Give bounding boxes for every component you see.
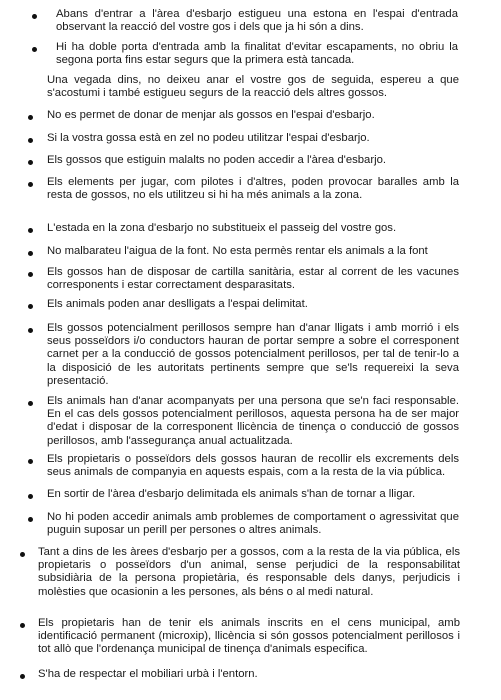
bullet-icon [20,623,25,628]
bullet-icon [28,494,33,499]
item-text: Els propietaris han de tenir els animals inscrits en el cens municipal, amb identificació permanent (microxip), llicència si són gossos potencialment perillosos i tot allò que l'ordenança municipal de tinença d'animals especifica. [38,617,460,656]
item-text: Abans d'entrar a l'àrea d'esbarjo estigueu una estona en l'espai d'entrada observant la reacció del vostre gos i dels que ja hi són a dins. [56,8,458,34]
bullet-icon [28,328,33,333]
bullet-icon [28,160,33,165]
item-text: Els propietaris o posseïdors dels gossos hauran de recollir els excrements dels seus animals de companyia en aquests espais, com a la resta de la via pública. [47,453,459,479]
item-text: No hi poden accedir animals amb problemes de comportament o agressivitat que puguin suposar un perill per persones o altres animals. [47,511,459,537]
bullet-icon [32,47,37,52]
item-text: Tant a dins de les àrees d'esbarjo per a gossos, com a la resta de la via pública, els propietaris o posseïdors d'un animal, sense perjudici de la responsabilitat subsidiària de la persona propietària, és responsable dels danys, perjudicis i molèsties que ocasionin a les persones, als béns o al medi natural. [38,546,460,598]
item-text: Els elements per jugar, com pilotes i d'altres, poden provocar baralles amb la resta de gossos, no els utilitzeu si hi ha més animals a la zona. [47,176,459,202]
bullet-icon [28,138,33,143]
bullet-icon [28,401,33,406]
item-text: Els gossos potencialment perillosos sempre han d'anar lligats i amb morrió i els seus posseïdors i/o conductors hauran de portar sempre a sobre el corresponent carnet per a la conducció de gossos potencialment perillosos, per tal de tenir-lo a la disposició de les autoritats pertinents sempre que se'ls requereixi la seva presentació. [47,322,459,387]
item-text: L'estada en la zona d'esbarjo no substitueix el passeig del vostre gos. [47,222,397,234]
bullet-icon [32,14,37,19]
bullet-icon [20,552,25,557]
item-text: No es permet de donar de menjar als gossos en l'espai d'esbarjo. [47,109,375,121]
bullet-icon [28,459,33,464]
bullet-icon [28,228,33,233]
bullet-icon [28,272,33,277]
item-text: Els gossos han de disposar de cartilla sanitària, estar al corrent de les vacunes corresponents i estar correctament desparasitats. [47,266,459,292]
bullet-icon [28,115,33,120]
item-text: En sortir de l'àrea d'esbarjo delimitada els animals s'han de tornar a lligar. [47,488,416,500]
item-text: Els animals poden anar deslligats a l'espai delimitat. [47,298,308,310]
bullet-icon [28,517,33,522]
item-text: Una vegada dins, no deixeu anar el vostre gos de seguida, espereu a que s'acostumi i també estigueu segurs de la reacció dels altres gossos. [47,74,459,100]
item-text: Si la vostra gossa està en zel no podeu utilitzar l'espai d'esbarjo. [47,132,370,144]
item-text: S'ha de respectar el mobiliari urbà i l'entorn. [38,668,258,680]
item-text: Els gossos que estiguin malalts no poden accedir a l'àrea d'esbarjo. [47,154,387,166]
bullet-icon [28,182,33,187]
bullet-icon [28,304,33,309]
bullet-icon [28,251,33,256]
item-text: No malbarateu l'aigua de la font. No esta permès rentar els animals a la font [47,245,428,257]
bullet-icon [20,674,25,679]
item-text: Hi ha doble porta d'entrada amb la finalitat d'evitar escapaments, no obriu la segona porta fins estar segurs que la primera està tancada. [56,41,458,67]
item-text: Els animals han d'anar acompanyats per una persona que se'n faci responsable. En el cas dels gossos potencialment perillosos, aquesta persona ha de ser major d'edat i disposar de la corresponent llicència de tinença o conducció de gossos perillosos, amb l'assegurança anual actualitzada. [47,395,459,447]
